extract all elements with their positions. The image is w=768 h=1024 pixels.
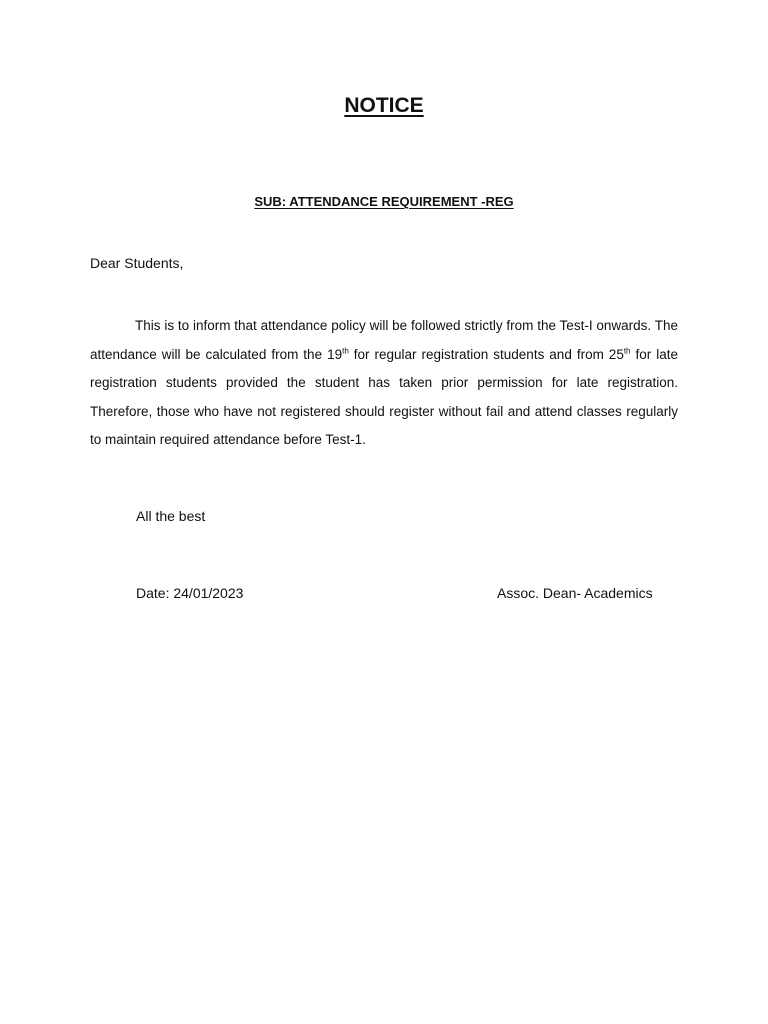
notice-date: Date: 24/01/2023 [136, 585, 244, 601]
notice-title: NOTICE [344, 94, 424, 117]
ordinal-suffix-1: th [342, 346, 349, 355]
notice-subject: SUB: ATTENDANCE REQUIREMENT -REG [254, 194, 514, 209]
notice-body [90, 312, 678, 455]
signatory: Assoc. Dean- Academics [497, 585, 653, 601]
body-text-part-2: for regular registration students and from 25 [348, 346, 624, 362]
body-text-part-3: for late registration students provided the student has taken prior permission for late registration. Therefore, those who have not registered should register without fail and attend classes regularly to maintain required attendance before Test-1. [90, 346, 678, 447]
ordinal-suffix-2: th [623, 346, 631, 355]
body-text-part-1: This is to inform that attendance policy will be followed strictly from the Test-I onwards. The attendance will be calculated from the 19 [90, 318, 678, 362]
salutation: Dear Students, [90, 255, 184, 271]
closing-line: All the best [136, 508, 206, 524]
